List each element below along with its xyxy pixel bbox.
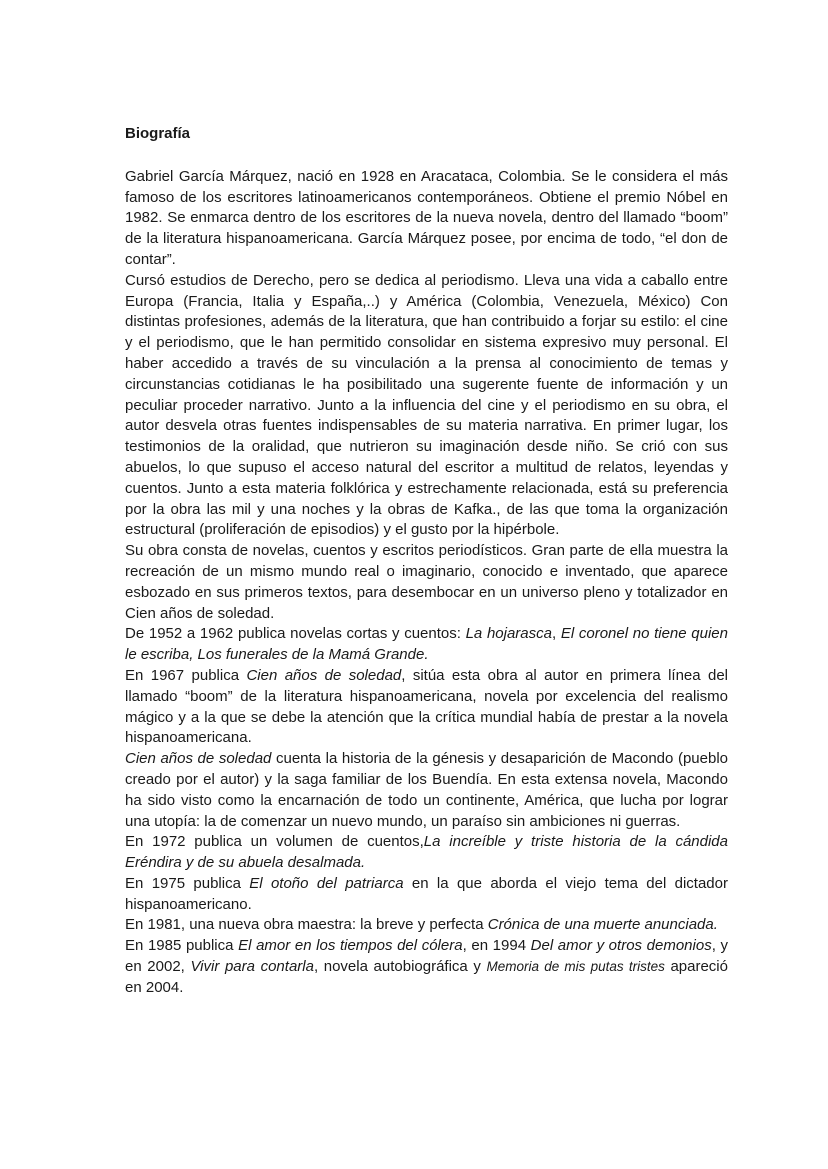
paragraph-text: ,: [552, 625, 561, 643]
paragraph-text: en la que aborda el viejo tema del dictador hispanoamericano.: [125, 874, 728, 913]
paragraph: [125, 271, 728, 541]
italic-title-text: El amor en los tiempos del cólera: [238, 937, 463, 955]
italic-title-text: La increíble y triste historia de la cándida Eréndira y de su abuela desalmada.: [125, 833, 728, 872]
paragraph: [125, 541, 728, 624]
paragraph-text: , novela autobiográfica y: [313, 958, 487, 976]
paragraph-text: Su obra consta de novelas, cuentos y escritos periodísticos. Gran parte de ella muestra la recreación de un mismo mundo real o imaginario, conocido e inventado, que aparece esbozado en sus primeros textos, para desembocar en un universo pleno y totalizador en Cien años de soledad.: [125, 542, 728, 622]
paragraph-text: En 1981, una nueva obra maestra: la breve y perfecta: [125, 916, 488, 934]
paragraph-text: En 1985 publica: [125, 937, 239, 955]
paragraph-text: cuenta la historia de la génesis y desaparición de Macondo (pueblo creado por el autor) y la saga familiar de los Buendía. En esta extensa novela, Macondo ha sido visto como la encarnación de todo un continente, América, que lucha por lograr una utopía: la de comenzar un nuevo mundo, un paraíso sin ambiciones ni guerras.: [125, 750, 728, 830]
italic-title-text: Crónica de una muerte anunciada.: [487, 916, 718, 934]
italic-title-text: Cien años de soledad: [125, 750, 272, 768]
paragraph-text: Gabriel García Márquez, nació en 1928 en Aracataca, Colombia. Se le considera el más famoso de los escritores latinoamericanos contemporáneos. Obtiene el premio Nóbel en 1982. Se enmarca dentro de los escritores de la nueva novela, dentro del llamado “boom” de la literatura hispanoamericana. García Márquez posee, por encima de todo, “el don de contar”.: [125, 167, 728, 268]
paragraph-text: De 1952 a 1962 publica novelas cortas y cuentos:: [125, 625, 466, 643]
paragraph: [125, 749, 728, 832]
italic-title-text: Del amor y otros demonios: [530, 937, 712, 955]
paragraph: [125, 936, 728, 998]
paragraph-text: , en 1994: [462, 937, 531, 955]
paragraph: [125, 915, 728, 936]
document-title: Biografía: [125, 125, 191, 142]
italic-title-text: Cien años de soledad: [246, 666, 402, 684]
paragraph: [125, 167, 728, 271]
paragraph: [125, 624, 728, 666]
document-page: [125, 124, 728, 999]
paragraph-text: Cursó estudios de Derecho, pero se dedica al periodismo. Lleva una vida a caballo entre Europa (Francia, Italia y España,..) y América (Colombia, Venezuela, México) Con distintas profesiones, además de la literatura, que han contribuido a forjar su estilo: el cine y el periodismo, que le han permitido consolidar en sistema expresivo muy personal. El haber accedido a través de su vinculación a la prensa al conocimiento de temas y circunstancias cotidianas le ha posibilitado una sugerente fuente de información y un peculiar proceder narrativo. Junto a la influencia del cine y el periodismo en su obra, el autor desvela otras fuentes indispensables de su materia narrativa. En primer lugar, los testimonios de la oralidad, que nutrieron su imaginación desde niño. Se crió con sus abuelos, lo que supuso el acceso natural del escritor a multitud de relatos, leyendas y cuentos. Junto a esta materia folklórica y estrechamente relacionada, está su preferencia por la obra las mil y una noches y la obras de Kafka., de las que toma la organización estructural (proliferación de episodios) y el gusto por la hipérbole.: [125, 271, 728, 539]
paragraph: [125, 832, 728, 874]
paragraph-text: , y en 2002,: [125, 937, 728, 976]
italic-title-text: La hojarasca: [465, 625, 552, 643]
italic-title-text: Memoria de mis putas tristes: [486, 959, 665, 975]
italic-title-text: Vivir para contarla: [190, 958, 314, 976]
italic-title-text: El otoño del patriarca: [249, 874, 404, 892]
paragraph-text: En 1972 publica un volumen de cuentos,: [125, 833, 424, 851]
paragraph: [125, 666, 728, 749]
paragraph-text: En 1975 publica: [125, 874, 250, 892]
paragraph-text: , sitúa esta obra al autor en primera línea del llamado “boom” de la literatura hispanoamericana, novela por excelencia del realismo mágico y a la que se debe la atención que la crítica mundial había de prestar a la novela hispanoamericana.: [125, 666, 729, 747]
paragraph-text: En 1967 publica: [125, 666, 247, 684]
paragraph-text: apareció en 2004.: [125, 958, 728, 996]
paragraph: [125, 874, 728, 916]
document-body: [125, 167, 728, 999]
italic-title-text: El coronel no tiene quien le escriba, Los funerales de la Mamá Grande.: [125, 625, 728, 664]
